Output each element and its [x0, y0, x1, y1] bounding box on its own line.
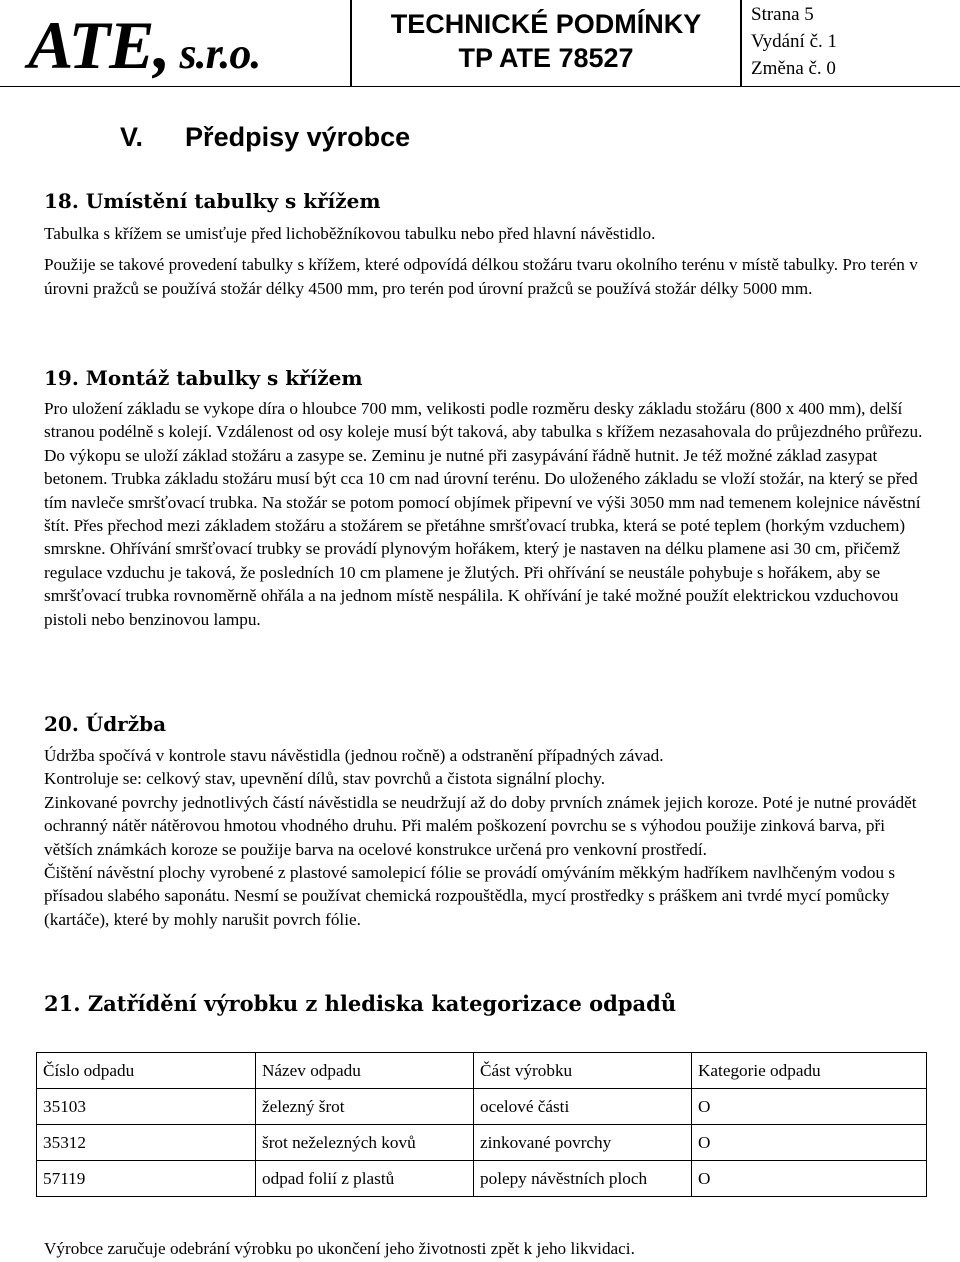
- table-cell: železný šrot: [256, 1089, 474, 1125]
- section-heading: 18. Umístění tabulky s křížem: [44, 189, 381, 213]
- table-row: [37, 1089, 927, 1125]
- section-heading: 21. Zatřídění výrobku z hlediska kategorizace odpadů: [44, 991, 677, 1016]
- paragraph: Údržba spočívá v kontrole stavu návěstidla (jednou ročně) a odstranění případných závad.: [44, 746, 664, 765]
- table-cell: 35312: [37, 1125, 256, 1161]
- waste-table: [36, 1052, 927, 1197]
- section-body: [44, 744, 934, 931]
- column-header: Číslo odpadu: [37, 1053, 256, 1089]
- column-header: Část výrobku: [474, 1053, 692, 1089]
- section-heading: 20. Údržba: [44, 712, 167, 736]
- chapter-heading: [120, 122, 410, 153]
- table-cell: ocelové části: [474, 1089, 692, 1125]
- table-cell: zinkované povrchy: [474, 1125, 692, 1161]
- document-header: [0, 0, 960, 87]
- table-cell: odpad folií z plastů: [256, 1161, 474, 1197]
- paragraph: Čištění návěstní plochy vyrobené z plastové samolepicí fólie se provádí omýváním měkkým hadříkem navlhčeným vodou s přísadou slabého saponátu. Nesmí se používat chemická rozpouštědla, mycí prostředky s práškem ani tvrdé mycí pomůcky (kartáče), které by mohly narušit povrch fólie.: [44, 863, 896, 929]
- chapter-title: Předpisy výrobce: [185, 122, 411, 152]
- table-cell: polepy návěstních ploch: [474, 1161, 692, 1197]
- document-title: TECHNICKÉ PODMÍNKY: [390, 9, 702, 39]
- paragraph: Použije se takové provedení tabulky s křížem, které odpovídá délkou stožáru tvaru okolního terénu v místě tabulky. Pro terén v úrovni pražců se používá stožár délky 4500 mm, pro terén pod úrovní pražců se používá stožár délky 5000 mm.: [44, 255, 918, 298]
- section-body: [44, 397, 934, 631]
- table-cell: O: [692, 1161, 927, 1197]
- company-suffix: s.r.o.: [169, 29, 261, 78]
- company-name: ATE,: [28, 7, 170, 83]
- column-header: Kategorie odpadu: [692, 1053, 927, 1089]
- document-code: TP ATE 78527: [458, 43, 634, 73]
- table-row: [37, 1125, 927, 1161]
- table-header-row: [37, 1053, 927, 1089]
- company-logo: [28, 6, 260, 85]
- header-divider: [740, 0, 742, 86]
- paragraph: Pro uložení základu se vykope díra o hloubce 700 mm, velikosti podle rozměru desky základu stožáru (800 x 400 mm), delší stranou podélně s kolejí. Vzdálenost od osy koleje musí být taková, aby tabulka s křížem nezasahovala do průjezdného průřezu. Do výkopu se uloží základ stožáru a zasype se. Zeminu je nutné při zasypávání řádně hutnit. Je též možné základ zasypat betonem. Trubka základu stožáru musí být cca 10 cm nad úrovní terénu. Do uloženého základu se vloží stožár, na který se před tím navleče smršťovací trubka. Na stožár se potom pomocí objímek připevní ve výši 3050 mm nad temenem kolejnice návěstní štít. Přes přechod mezi základem stožáru a stožárem se přetáhne smršťovací trubka, která se poté teplem (horkým vzduchem) smrskne. Ohřívání smršťovací trubky se provádí plynovým hořákem, který je nastaven na délku plamene asi 30 cm, přičemž regulace vzduchu je taková, že posledních 10 cm plamene je žlutých. Při ohřívání se neustále pohybuje s hořákem, aby se smršťovací trubka rovnoměrně ohřála a na jednom místě nespálila. K ohřívání je také možné použít elektrickou vzduchovou pistoli nebo benzinovou lampu.: [44, 399, 923, 629]
- chapter-number: V.: [120, 122, 144, 152]
- table-cell: O: [692, 1125, 927, 1161]
- paragraph: Zinkované povrchy jednotlivých částí návěstidla se neudržují až do doby prvních známek jejich koroze. Poté je nutné provádět ochranný nátěr nátěrovou hmotou vhodného druhu. Při malém poškození povrchu se s výhodou použije zinková barva, při větších známkách koroze se použije barva na ocelové konstrukce určená pro venkovní prostředí.: [44, 792, 917, 859]
- table-cell: 57119: [37, 1161, 256, 1197]
- table-cell: 35103: [37, 1089, 256, 1125]
- table-cell: šrot neželezných kovů: [256, 1125, 474, 1161]
- section-body: [44, 222, 934, 300]
- page-number: Strana 5: [751, 4, 814, 25]
- paragraph: Kontroluje se: celkový stav, upevnění dílů, stav povrchů a čistota signální plochy.: [44, 769, 606, 789]
- table-row: [37, 1161, 927, 1197]
- change-number: Změna č. 0: [751, 58, 836, 79]
- table-cell: O: [692, 1089, 927, 1125]
- issue-number: Vydání č. 1: [751, 31, 838, 52]
- section-heading: 19. Montáž tabulky s křížem: [44, 366, 363, 390]
- paragraph: Tabulka s křížem se umisťuje před lichoběžníkovou tabulku nebo před hlavní návěstidlo.: [44, 224, 656, 243]
- column-header: Název odpadu: [256, 1053, 474, 1089]
- footer-note: Výrobce zaručuje odebrání výrobku po ukončení jeho životnosti zpět k jeho likvidaci.: [44, 1239, 635, 1258]
